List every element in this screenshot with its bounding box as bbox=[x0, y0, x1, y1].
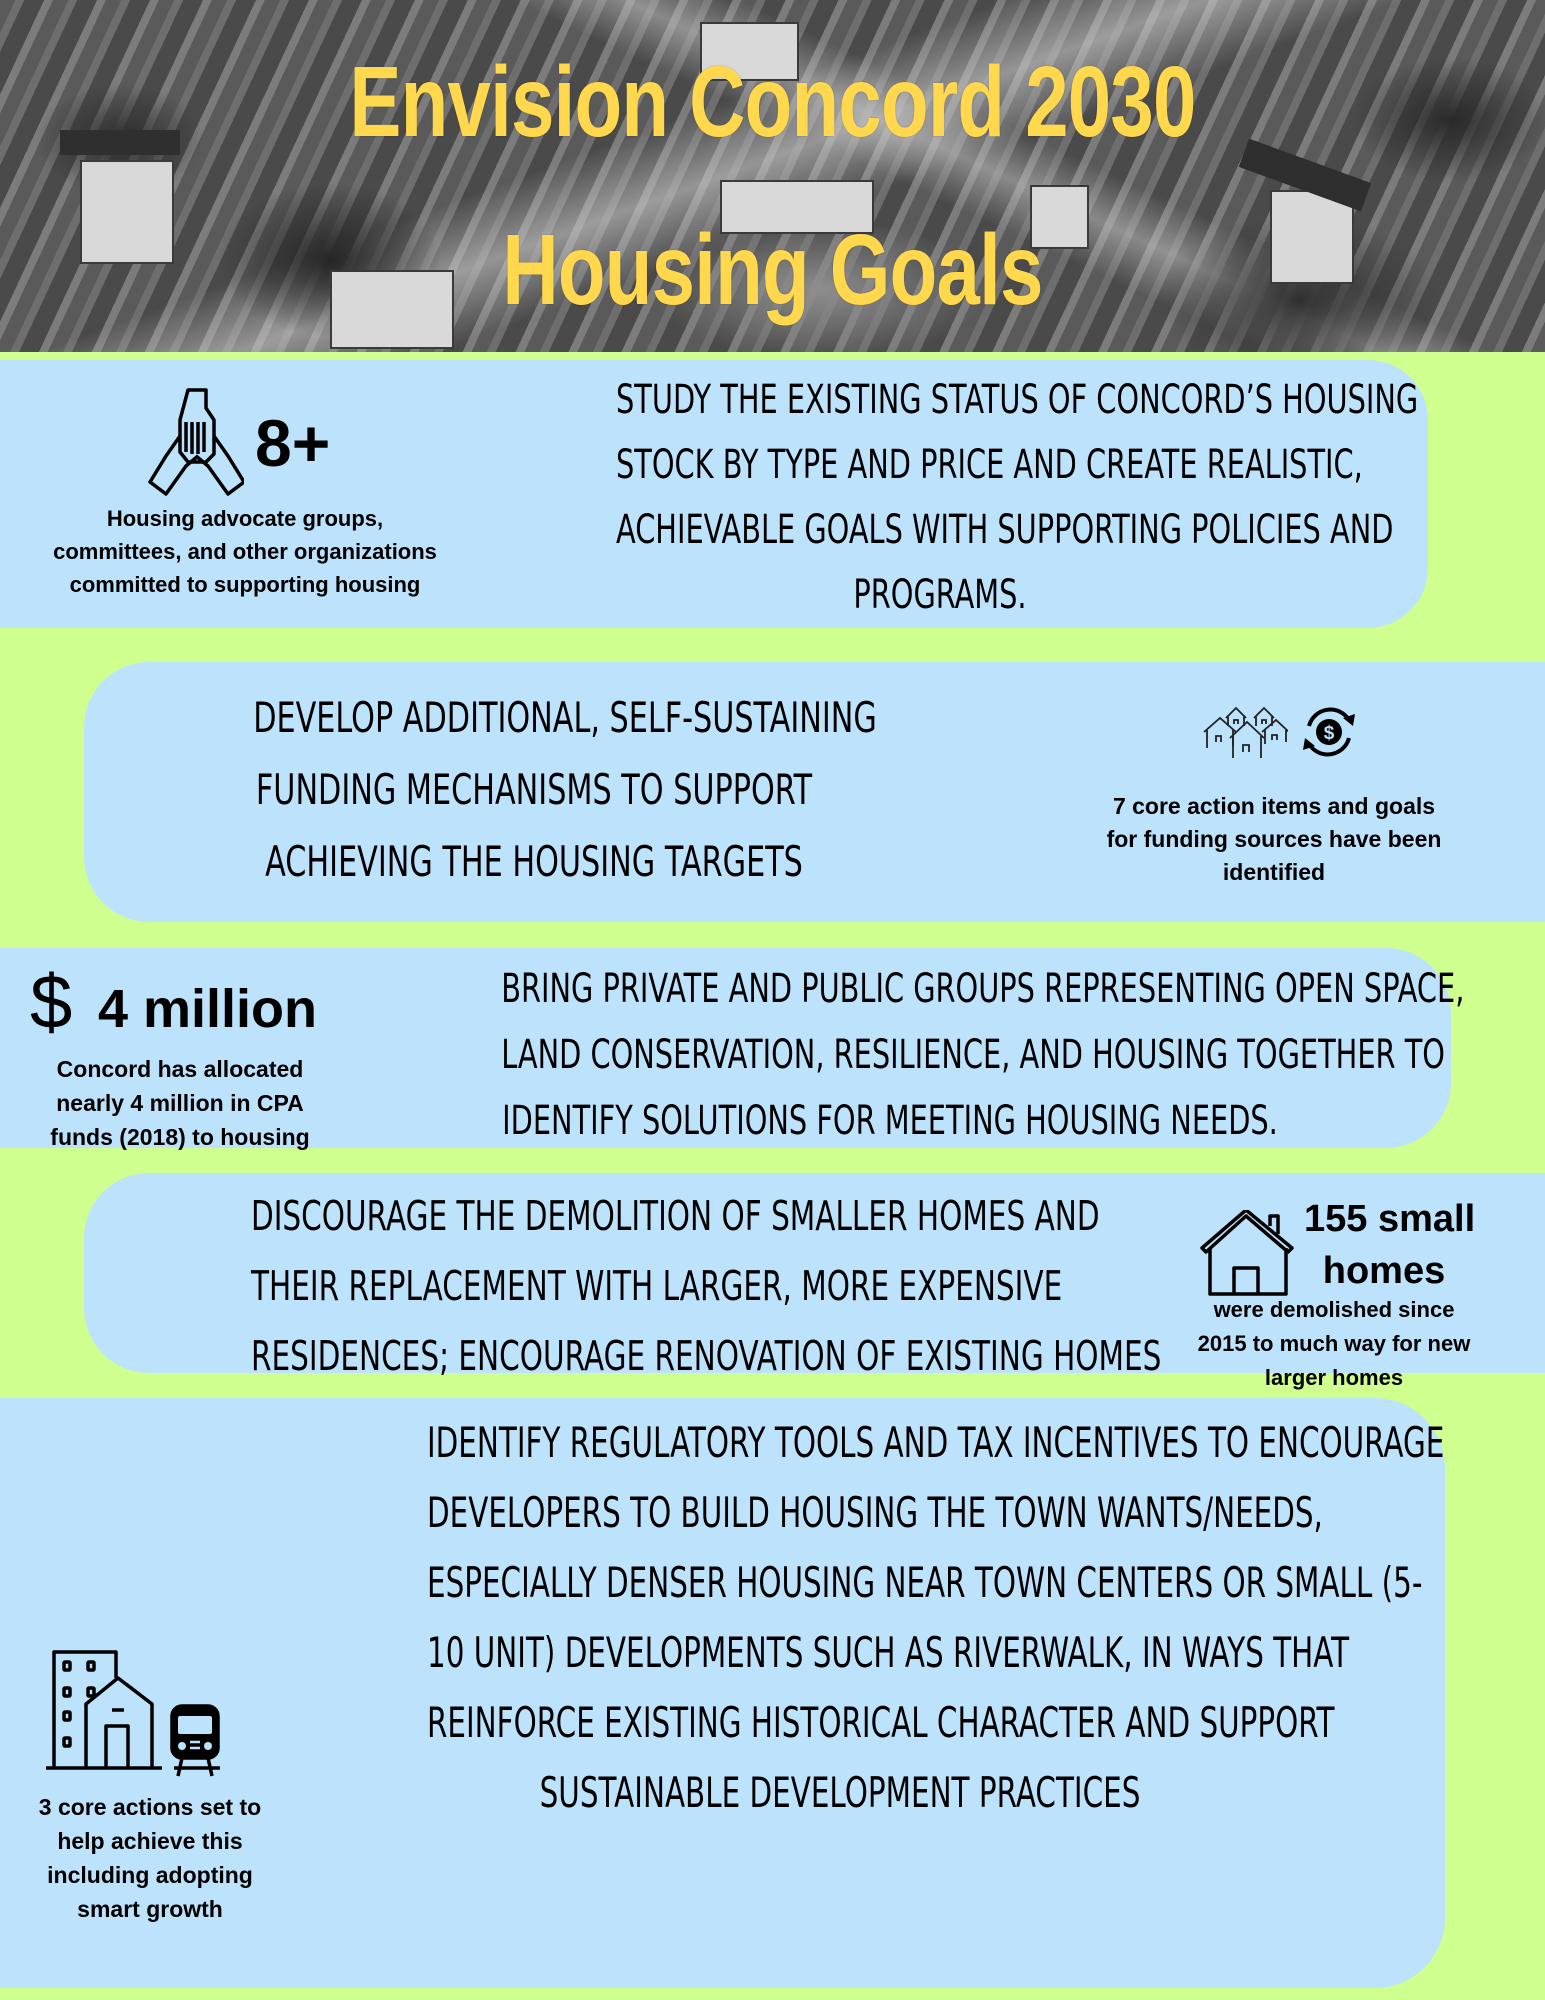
stat-description-line: committed to supporting housing bbox=[69, 572, 421, 597]
goal-text bbox=[427, 1408, 1445, 1828]
houses-icon bbox=[1202, 704, 1288, 760]
goal-text-line: ESPECIALLY DENSER HOUSING NEAR TOWN CENTERS OR SMALL (5- bbox=[427, 1558, 1423, 1607]
dollar-sign-icon: $ bbox=[30, 960, 73, 1045]
goal-card-funding-mechanisms bbox=[84, 662, 1545, 922]
goal-text-line: ACHIEVING THE HOUSING TARGETS bbox=[265, 837, 803, 886]
goal-card-regulatory-tools bbox=[0, 1398, 1445, 1988]
house-icon bbox=[1200, 1210, 1296, 1296]
goal-text bbox=[253, 682, 877, 898]
goal-text-line: THEIR REPLACEMENT WITH LARGER, MORE EXPENSIVE bbox=[251, 1262, 1063, 1310]
goal-text-line: DISCOURAGE THE DEMOLITION OF SMALLER HOMES AND bbox=[251, 1192, 1100, 1240]
goal-text-line: STUDY THE EXISTING STATUS OF CONCORD’S HOUSING bbox=[616, 377, 1419, 423]
page-title-line-2: Housing Goals bbox=[502, 214, 1043, 326]
stat-description-line: smart growth bbox=[77, 1896, 223, 1922]
stat-description-line: help achieve this bbox=[57, 1828, 243, 1854]
hands-together-icon bbox=[148, 388, 244, 498]
stat-description-line: 3 core actions set to bbox=[38, 1794, 262, 1820]
goal-text-line: RESIDENCES; ENCOURAGE RENOVATION OF EXISTING HOMES bbox=[251, 1332, 1162, 1380]
stat-description-line: including adopting bbox=[47, 1862, 253, 1888]
goal-text-line: IDENTIFY SOLUTIONS FOR MEETING HOUSING NEEDS. bbox=[502, 1098, 1278, 1144]
stat-description bbox=[0, 502, 490, 601]
goal-card-discourage-demolition bbox=[84, 1173, 1545, 1390]
goal-card-study-housing-stock bbox=[0, 360, 1428, 628]
stat-description-line: funds (2018) to housing bbox=[50, 1124, 310, 1150]
stat-description-line: committees, and other organizations bbox=[53, 539, 437, 564]
stat-description-line: larger homes bbox=[1264, 1365, 1404, 1390]
stat-value-line: 155 small bbox=[1304, 1198, 1476, 1240]
buildings-and-train-icon bbox=[44, 1648, 224, 1778]
goal-text-line: SUSTAINABLE DEVELOPMENT PRACTICES bbox=[539, 1768, 1141, 1817]
page-title-line-1: Envision Concord 2030 bbox=[349, 46, 1196, 158]
stat-value-line: homes bbox=[1322, 1250, 1446, 1292]
stat-description bbox=[1164, 1293, 1504, 1395]
goal-text bbox=[501, 956, 1465, 1154]
goal-card-bring-groups-together bbox=[0, 948, 1465, 1150]
stat-value-8-plus: 8+ bbox=[255, 406, 331, 480]
stat-description-line: 7 core action items and goals bbox=[1112, 793, 1436, 819]
stat-description bbox=[20, 1052, 340, 1154]
stat-description bbox=[10, 1790, 290, 1926]
stat-description-line: identified bbox=[1222, 859, 1326, 885]
stat-description-line: nearly 4 million in CPA bbox=[56, 1090, 304, 1116]
header-aerial-photo bbox=[0, 0, 1545, 352]
goal-text-line: STOCK BY TYPE AND PRICE AND CREATE REALISTIC, bbox=[616, 442, 1363, 488]
stat-description bbox=[1084, 790, 1464, 889]
goal-text-line: ACHIEVABLE GOALS WITH SUPPORTING POLICIES AND bbox=[616, 507, 1394, 553]
goal-text-line: LAND CONSERVATION, RESILIENCE, AND HOUSING TOGETHER TO bbox=[501, 1032, 1445, 1078]
stat-description-line: Concord has allocated bbox=[56, 1056, 304, 1082]
stat-description-line: were demolished since bbox=[1213, 1297, 1455, 1322]
goal-text-line: IDENTIFY REGULATORY TOOLS AND TAX INCENTIVES TO ENCOURAGE bbox=[427, 1418, 1445, 1467]
goal-text-line: REINFORCE EXISTING HISTORICAL CHARACTER AND SUPPORT bbox=[427, 1698, 1335, 1747]
stat-description-line: Housing advocate groups, bbox=[106, 506, 384, 531]
photo-roof bbox=[60, 130, 180, 155]
money-cycle-icon bbox=[1297, 704, 1361, 760]
stat-value-155-small-homes bbox=[1304, 1193, 1476, 1297]
stat-value-4-million: 4 million bbox=[98, 979, 318, 1039]
goal-text-line: DEVELOP ADDITIONAL, SELF-SUSTAINING bbox=[253, 693, 877, 742]
goal-text-line: FUNDING MECHANISMS TO SUPPORT bbox=[255, 765, 813, 814]
stat-description-line: 2015 to much way for new bbox=[1197, 1331, 1471, 1356]
goal-text bbox=[251, 1181, 1162, 1391]
goal-text-line: BRING PRIVATE AND PUBLIC GROUPS REPRESENTING OPEN SPACE, bbox=[501, 966, 1465, 1012]
goal-text-line: PROGRAMS. bbox=[853, 572, 1027, 618]
goal-text-line: 10 UNIT) DEVELOPMENTS SUCH AS RIVERWALK, IN WAYS THAT bbox=[427, 1628, 1350, 1677]
goal-text-line: DEVELOPERS TO BUILD HOUSING THE TOWN WANTS/NEEDS, bbox=[427, 1488, 1323, 1537]
photo-building bbox=[80, 160, 174, 264]
goal-text bbox=[616, 368, 1419, 628]
stat-description-line: for funding sources have been bbox=[1106, 826, 1442, 852]
svg-text:$: $ bbox=[1323, 723, 1335, 744]
